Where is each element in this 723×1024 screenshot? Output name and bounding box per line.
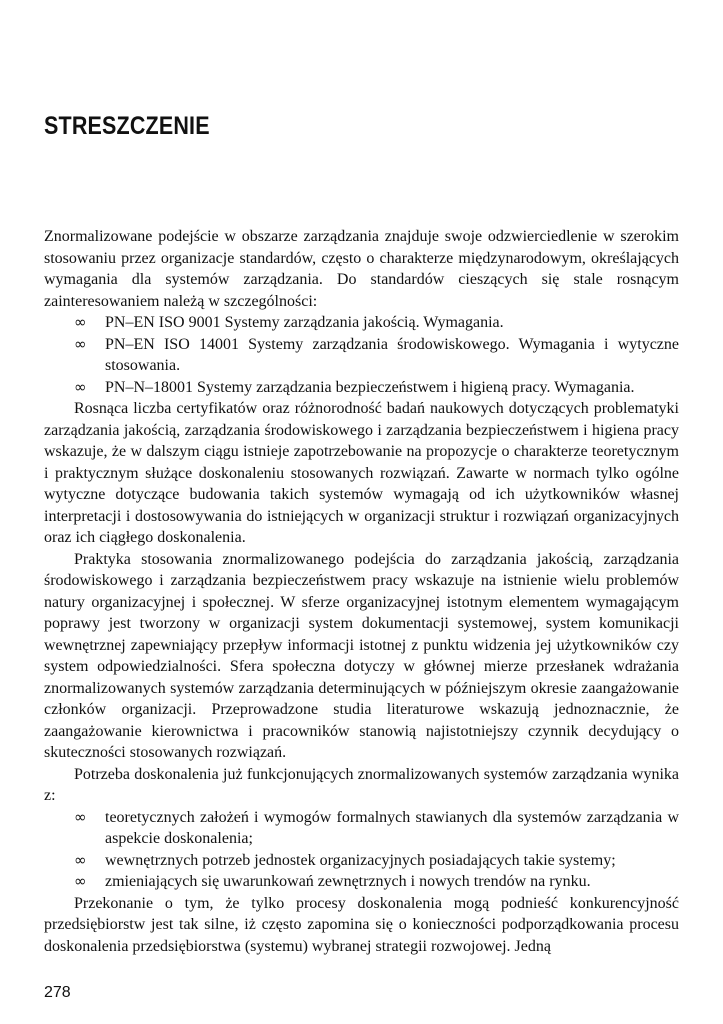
infinity-bullet-icon: ∞ xyxy=(74,313,87,331)
page-number: 278 xyxy=(44,984,71,1001)
list-item: ∞ zmieniających się uwarunkowań zewnętrznych i nowych trendów na rynku. xyxy=(44,871,679,893)
infinity-bullet-icon: ∞ xyxy=(74,850,87,869)
infinity-bullet-icon: ∞ xyxy=(74,334,87,353)
list-item: ∞ teoretycznych założeń i wymogów formalnych stawianych dla systemów zarządzania w aspekcie doskonalenia; xyxy=(74,807,679,847)
paragraph: Rosnąca liczba certyfikatów oraz różnorodność badań naukowych dotyczących problematyki zarządzania jakością, zarządzania środowiskowego i zarządzania bezpieczeństwem i higiena pracy wskazuje, że w dalszym ciągu istnieje zapotrzebowanie na propozycje o charakterze teoretycznym i praktycznym służące doskonaleniu stosowanych rozwiązań. Zawarte w normach tylko ogólne wytyczne dotyczące budowania takich systemów wymagają od ich użytkowników własnej interpretacji i dostosowywania do istniejących w organizacji struktur i rozwiązań organizacyjnych oraz ich ciągłego doskonalenia. xyxy=(44,400,679,546)
body-text xyxy=(44,226,679,957)
infinity-bullet-icon: ∞ xyxy=(74,377,87,396)
paragraph: Potrzeba doskonalenia już funkcjonujących znormalizowanych systemów zarządzania wynika z: xyxy=(44,765,679,804)
infinity-bullet-icon: ∞ xyxy=(74,807,87,826)
paragraph: Praktyka stosowania znormalizowanego podejścia do zarządzania jakością, zarządzania środowiskowego i zarządzania bezpieczeństwem pracy wskazuje na istnienie wielu problemów natury organizacyjnej i społecznej. W sferze organizacyjnej istotnym elementem wymagającym poprawy jest tworzony w organizacji system dokumentacji systemowej, system komunikacji wewnętrznej zapewniający przepływ informacji istotnej z punktu widzenia jej użytkowników czy system odpowiedzialności. Sfera społeczna dotyczy w głównej mierze przesłanek wdrażania znormalizowanych systemów zarządzania determinujących w późniejszym okresie zaangażowanie członków organizacji. Przeprowadzone studia literaturowe wskazują jednoznacznie, że zaangażowanie kierownictwa i pracowników stanowią najistotniejszy czynnik decydujący o skuteczności stosowanych rozwiązań. xyxy=(44,550,679,761)
reasons-list xyxy=(44,807,679,893)
standards-list xyxy=(44,312,679,398)
list-item: ∞ PN–EN ISO 14001 Systemy zarządzania środowiskowego. Wymagania i wytyczne stosowania. xyxy=(74,334,679,374)
paragraph: Przekonanie o tym, że tylko procesy doskonalenia mogą podnieść konkurencyjność przedsiębiorstw jest tak silne, iż często zapomina się o konieczności podporządkowania procesu doskonalenia przedsiębiorstwa (systemu) wybranej strategii rozwojowej. Jedną xyxy=(44,894,679,955)
list-item: ∞ PN–EN ISO 9001 Systemy zarządzania jakością. Wymagania. xyxy=(44,312,679,334)
section-title: STRESZCZENIE xyxy=(44,112,210,140)
paragraph: Znormalizowane podejście w obszarze zarządzania znajduje swoje odzwierciedlenie w szerokim stosowaniu przez organizacje standardów, często o charakterze międzynarodowym, określających wymagania dla systemów zarządzania. Do standardów cieszących się stale rosnącym zainteresowaniem należą w szczególności: xyxy=(44,228,679,310)
list-item: ∞ PN–N–18001 Systemy zarządzania bezpieczeństwem i higieną pracy. Wymagania. xyxy=(44,377,679,399)
infinity-bullet-icon: ∞ xyxy=(74,872,87,890)
list-item: ∞ wewnętrznych potrzeb jednostek organizacyjnych posiadających takie systemy; xyxy=(44,850,679,872)
